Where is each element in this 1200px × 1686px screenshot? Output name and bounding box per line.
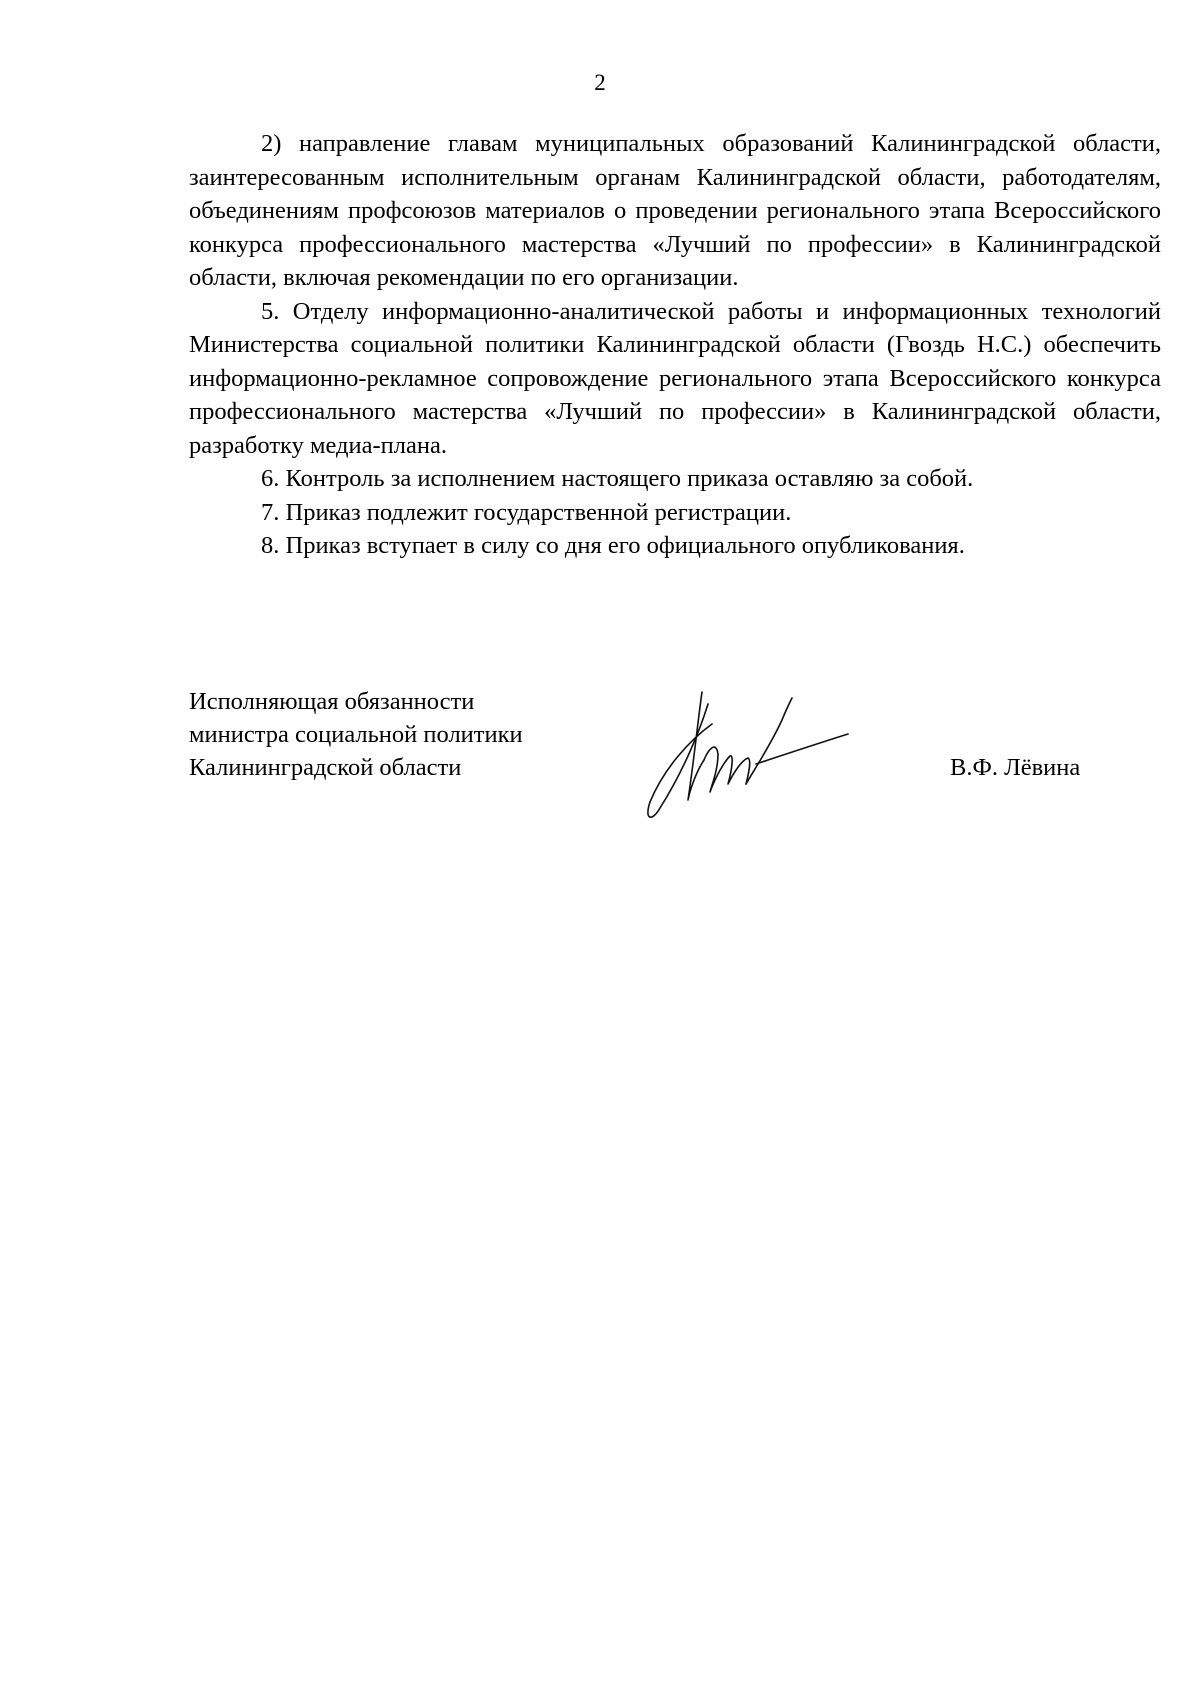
paragraph-item-7: 7. Приказ подлежит государственной регистрации. (261, 498, 792, 526)
signer-position-line: министра социальной политики (189, 721, 523, 748)
page-number: 2 (594, 70, 606, 95)
paragraph-item-2: 2) направление главам муниципальных образований Калининградской области, заинтересованным исполнительным органам Калининградской области, работодателям, объединениям профсоюзов материалов о проведении регионального этапа Всероссийского конкурса профессионального мастерства «Лучший по профессии» в Калининградской области, включая рекомендации по его организации. (189, 130, 1161, 291)
paragraph-item-8: 8. Приказ вступает в силу со дня его официального опубликования. (261, 532, 965, 559)
paragraph-item-6: 6. Контроль за исполнением настоящего приказа оставляю за собой. (261, 465, 974, 492)
signer-position (189, 685, 609, 784)
handwritten-signature-icon (630, 680, 870, 830)
document-body (189, 127, 1161, 563)
signer-name: В.Ф. Лёвина (950, 754, 1081, 781)
signer-position-line: Исполняющая обязанности (189, 688, 475, 715)
signer-position-line: Калининградской области (189, 754, 462, 781)
paragraph-item-5: 5. Отделу информационно-аналитической работы и информационных технологий Министерства социальной политики Калининградской области (Гвоздь Н.С.) обеспечить информационно-рекламное сопровождение регионального этапа Всероссийского конкурса профессионального мастерства «Лучший по профессии» в Калининградской области, разработку медиа-плана. (189, 297, 1161, 459)
